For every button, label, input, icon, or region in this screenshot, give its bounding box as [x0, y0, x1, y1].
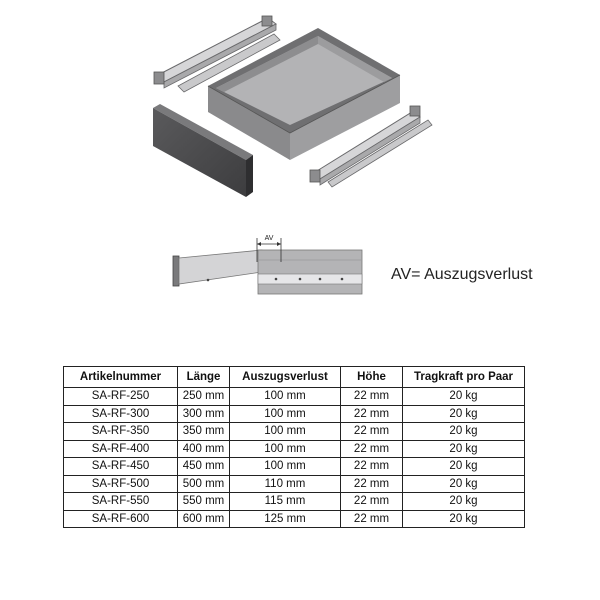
cell-hoehe: 22 mm: [341, 510, 403, 528]
cell-hoehe: 22 mm: [341, 475, 403, 493]
cell-tragkraft: 20 kg: [403, 423, 525, 441]
cell-auszugsverlust: 100 mm: [230, 423, 341, 441]
cell-auszugsverlust: 100 mm: [230, 388, 341, 406]
cell-artikelnummer: SA-RF-500: [64, 475, 178, 493]
cell-auszugsverlust: 100 mm: [230, 440, 341, 458]
cell-auszugsverlust: 125 mm: [230, 510, 341, 528]
header-tragkraft: Tragkraft pro Paar: [403, 367, 525, 388]
header-artikelnummer: Artikelnummer: [64, 367, 178, 388]
cell-laenge: 550 mm: [178, 493, 230, 511]
cell-laenge: 300 mm: [178, 405, 230, 423]
av-legend-text: AV= Auszugsverlust: [391, 266, 533, 283]
cell-artikelnummer: SA-RF-250: [64, 388, 178, 406]
table-row: [64, 423, 525, 441]
header-laenge: Länge: [178, 367, 230, 388]
table-row: [64, 405, 525, 423]
cell-hoehe: 22 mm: [341, 405, 403, 423]
cell-artikelnummer: SA-RF-400: [64, 440, 178, 458]
table-row: [64, 493, 525, 511]
cell-laenge: 350 mm: [178, 423, 230, 441]
cell-tragkraft: 20 kg: [403, 493, 525, 511]
cell-auszugsverlust: 100 mm: [230, 458, 341, 476]
cell-artikelnummer: SA-RF-550: [64, 493, 178, 511]
cell-tragkraft: 20 kg: [403, 405, 525, 423]
cell-hoehe: 22 mm: [341, 440, 403, 458]
cell-hoehe: 22 mm: [341, 388, 403, 406]
table-row: [64, 458, 525, 476]
table-row: [64, 510, 525, 528]
table-row: [64, 440, 525, 458]
table-row: [64, 388, 525, 406]
header-hoehe: Höhe: [341, 367, 403, 388]
cell-artikelnummer: SA-RF-300: [64, 405, 178, 423]
spec-table: [63, 366, 525, 528]
cell-tragkraft: 20 kg: [403, 510, 525, 528]
slide-side-view: [173, 250, 362, 294]
cell-laenge: 450 mm: [178, 458, 230, 476]
cell-hoehe: 22 mm: [341, 458, 403, 476]
cell-laenge: 500 mm: [178, 475, 230, 493]
av-dimension-label: AV: [264, 235, 274, 242]
cell-tragkraft: 20 kg: [403, 475, 525, 493]
cell-artikelnummer: SA-RF-450: [64, 458, 178, 476]
cell-laenge: 400 mm: [178, 440, 230, 458]
cell-tragkraft: 20 kg: [403, 458, 525, 476]
cell-artikelnummer: SA-RF-600: [64, 510, 178, 528]
cell-auszugsverlust: 115 mm: [230, 493, 341, 511]
table-header-row: [64, 367, 525, 388]
cell-tragkraft: 20 kg: [403, 388, 525, 406]
cell-hoehe: 22 mm: [341, 493, 403, 511]
table-row: [64, 475, 525, 493]
cell-laenge: 600 mm: [178, 510, 230, 528]
cell-artikelnummer: SA-RF-350: [64, 423, 178, 441]
cell-laenge: 250 mm: [178, 388, 230, 406]
cell-auszugsverlust: 110 mm: [230, 475, 341, 493]
cell-hoehe: 22 mm: [341, 423, 403, 441]
header-auszugsverlust: Auszugsverlust: [230, 367, 341, 388]
cell-auszugsverlust: 100 mm: [230, 405, 341, 423]
cell-tragkraft: 20 kg: [403, 440, 525, 458]
